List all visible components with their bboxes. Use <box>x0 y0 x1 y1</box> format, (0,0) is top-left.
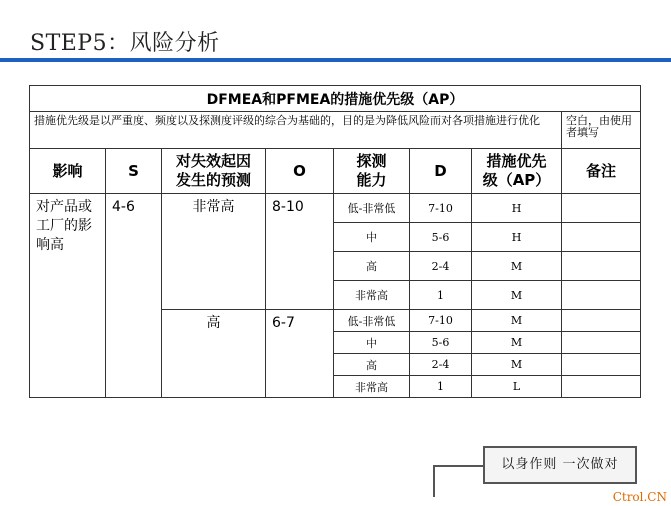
s-value-cell: 4-6 <box>106 194 162 398</box>
slogan-box: 以身作则 一次做对 <box>483 446 637 484</box>
detection-cell: 中 <box>334 223 410 252</box>
title-underline-bar <box>0 58 671 62</box>
table-description: 措施优先级是以严重度、频度以及探测度评级的综合为基础的，目的是为降低风险而对各项措施进行优化 <box>30 112 562 149</box>
ap-value-cell: L <box>472 376 562 398</box>
remark-cell <box>562 281 641 310</box>
header-detection: 探测能力 <box>334 149 410 194</box>
ap-value-cell: H <box>472 194 562 223</box>
remark-cell <box>562 252 641 281</box>
detection-cell: 非常高 <box>334 376 410 398</box>
header-d: D <box>410 149 472 194</box>
d-value-cell: 5-6 <box>410 332 472 354</box>
header-effect: 影响 <box>30 149 106 194</box>
ap-value-cell: M <box>472 332 562 354</box>
note-cell: 空白，由使用者填写 <box>562 112 641 149</box>
header-remark: 备注 <box>562 149 641 194</box>
d-value-cell: 1 <box>410 281 472 310</box>
watermark: Ctrol.CN <box>612 490 667 504</box>
d-value-cell: 7-10 <box>410 194 472 223</box>
d-value-cell: 2-4 <box>410 354 472 376</box>
d-value-cell: 5-6 <box>410 223 472 252</box>
detection-cell: 低-非常低 <box>334 194 410 223</box>
page-title: STEP5：风险分析 <box>30 31 220 56</box>
ap-value-cell: M <box>472 310 562 332</box>
remark-cell <box>562 194 641 223</box>
detection-cell: 非常高 <box>334 281 410 310</box>
remark-cell <box>562 376 641 398</box>
remark-cell <box>562 354 641 376</box>
header-o: O <box>266 149 334 194</box>
d-value-cell: 2-4 <box>410 252 472 281</box>
ap-value-cell: H <box>472 223 562 252</box>
header-ap: 措施优先级（AP） <box>472 149 562 194</box>
remark-cell <box>562 332 641 354</box>
occurrence-cell: 非常高 <box>162 194 266 310</box>
d-value-cell: 7-10 <box>410 310 472 332</box>
effect-cell: 对产品或工厂的影响高 <box>30 194 106 398</box>
ap-value-cell: M <box>472 252 562 281</box>
table-caption: DFMEA和PFMEA的措施优先级（AP） <box>30 86 641 112</box>
header-s: S <box>106 149 162 194</box>
occurrence-cell: 高 <box>162 310 266 398</box>
remark-cell <box>562 310 641 332</box>
o-value-cell: 6-7 <box>266 310 334 398</box>
remark-cell <box>562 223 641 252</box>
d-value-cell: 1 <box>410 376 472 398</box>
ap-value-cell: M <box>472 354 562 376</box>
ap-table <box>29 85 641 398</box>
slogan-connector <box>433 465 487 497</box>
detection-cell: 中 <box>334 332 410 354</box>
ap-value-cell: M <box>472 281 562 310</box>
detection-cell: 低-非常低 <box>334 310 410 332</box>
detection-cell: 高 <box>334 252 410 281</box>
detection-cell: 高 <box>334 354 410 376</box>
o-value-cell: 8-10 <box>266 194 334 310</box>
header-occurrence: 对失效起因发生的预测 <box>162 149 266 194</box>
